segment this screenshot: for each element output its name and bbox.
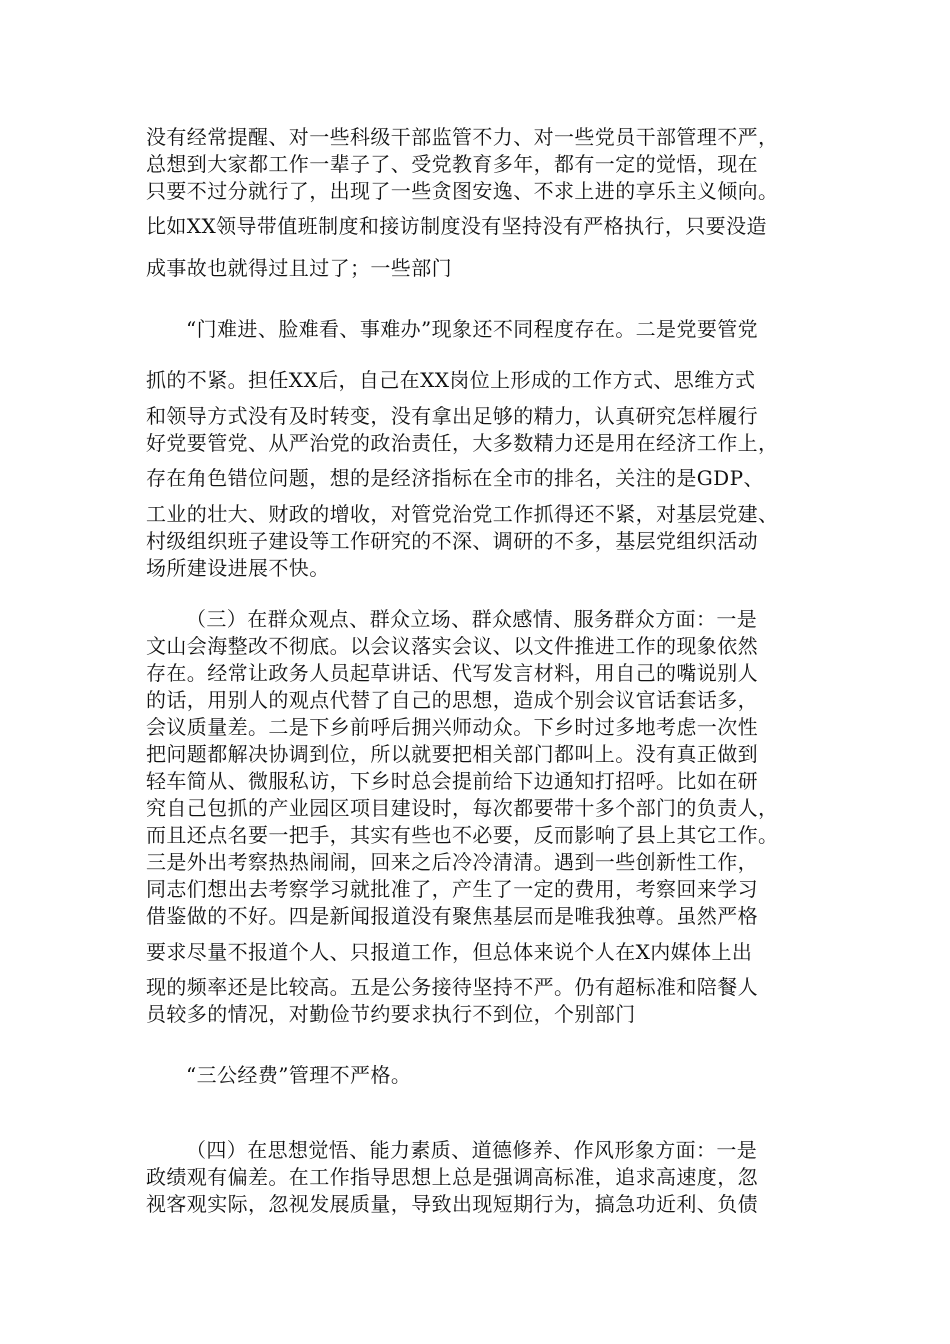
text-line: 好党要管党、从严治党的政治责任，大多数精力还是用在经济工作上， xyxy=(146,431,779,455)
text-line: 比如XX领导带值班制度和接访制度没有坚持没有严格执行，只要没造 xyxy=(146,214,767,238)
text-line: “三公经费”管理不严格。 xyxy=(186,1063,412,1087)
text-line: 和领导方式没有及时转变，没有拿出足够的精力，认真研究怎样履行 xyxy=(146,404,758,428)
text-line: 轻车简从、微服私访，下乡时总会提前给下边通知打招呼。比如在研 xyxy=(146,769,758,793)
text-line: 只要不过分就行了，出现了一些贪图安逸、不求上进的享乐主义倾向。 xyxy=(146,179,779,203)
text-line: “门难进、脸难看、事难办”现象还不同程度存在。二是党要管党 xyxy=(186,317,759,341)
text-line: 同志们想出去考察学习就批准了，产生了一定的费用，考察回来学习 xyxy=(146,877,758,901)
text-line: 借鉴做的不好。四是新闻报道没有聚焦基层而是唯我独尊。虽然严格 xyxy=(146,904,758,928)
text-line: 而且还点名要一把手，其实有些也不必要，反而影响了县上其它工作。 xyxy=(146,823,779,847)
text-line: 视客观实际，忽视发展质量，导致出现短期行为，搞急功近利、负债 xyxy=(146,1192,758,1216)
text-line: 政绩观有偏差。在工作指导思想上总是强调高标准，追求高速度，忽 xyxy=(146,1165,758,1189)
text-line: 抓的不紧。担任XX后，自己在XX岗位上形成的工作方式、思维方式 xyxy=(146,368,756,392)
text-line: （三）在群众观点、群众立场、群众感情、服务群众方面：一是 xyxy=(186,607,758,631)
text-line: 工业的壮大、财政的增收，对管党治党工作抓得还不紧，对基层党建、 xyxy=(146,502,779,526)
text-line: 的话，用别人的观点代替了自己的思想，造成个别会议官话套话多， xyxy=(146,688,758,712)
text-line: 没有经常提醒、对一些科级干部监管不力、对一些党员干部管理不严， xyxy=(146,125,779,149)
text-line: 文山会海整改不彻底。以会议落实会议、以文件推进工作的现象依然 xyxy=(146,634,758,658)
text-line: 存在角色错位问题，想的是经济指标在全市的排名，关注的是GDP、 xyxy=(146,466,764,490)
text-line: 要求尽量不报道个人、只报道工作，但总体来说个人在X内媒体上出 xyxy=(146,940,753,964)
text-line: 把问题都解决协调到位，所以就要把相关部门都叫上。没有真正做到 xyxy=(146,742,758,766)
text-line: 员较多的情况，对勤俭节约要求执行不到位，个别部门 xyxy=(146,1002,636,1026)
text-line: 会议质量差。二是下乡前呼后拥兴师动众。下乡时过多地考虑一次性 xyxy=(146,715,758,739)
text-line: 成事故也就得过且过了；一些部门 xyxy=(146,256,452,280)
text-line: 三是外出考察热热闹闹，回来之后冷冷清清。遇到一些创新性工作， xyxy=(146,850,758,874)
text-line: （四）在思想觉悟、能力素质、道德修养、作风形象方面：一是 xyxy=(186,1138,758,1162)
text-line: 场所建设进展不快。 xyxy=(146,556,330,580)
text-line: 究自己包抓的产业园区项目建设时，每次都要带十多个部门的负责人， xyxy=(146,796,779,820)
text-line: 村级组织班子建设等工作研究的不深、调研的不多，基层党组织活动 xyxy=(146,529,758,553)
text-line: 存在。经常让政务人员起草讲话、代写发言材料，用自己的嘴说别人 xyxy=(146,661,758,685)
text-line: 现的频率还是比较高。五是公务接待坚持不严。仍有超标准和陪餐人 xyxy=(146,975,758,999)
text-line: 总想到大家都工作一辈子了、受党教育多年，都有一定的觉悟，现在 xyxy=(146,152,758,176)
